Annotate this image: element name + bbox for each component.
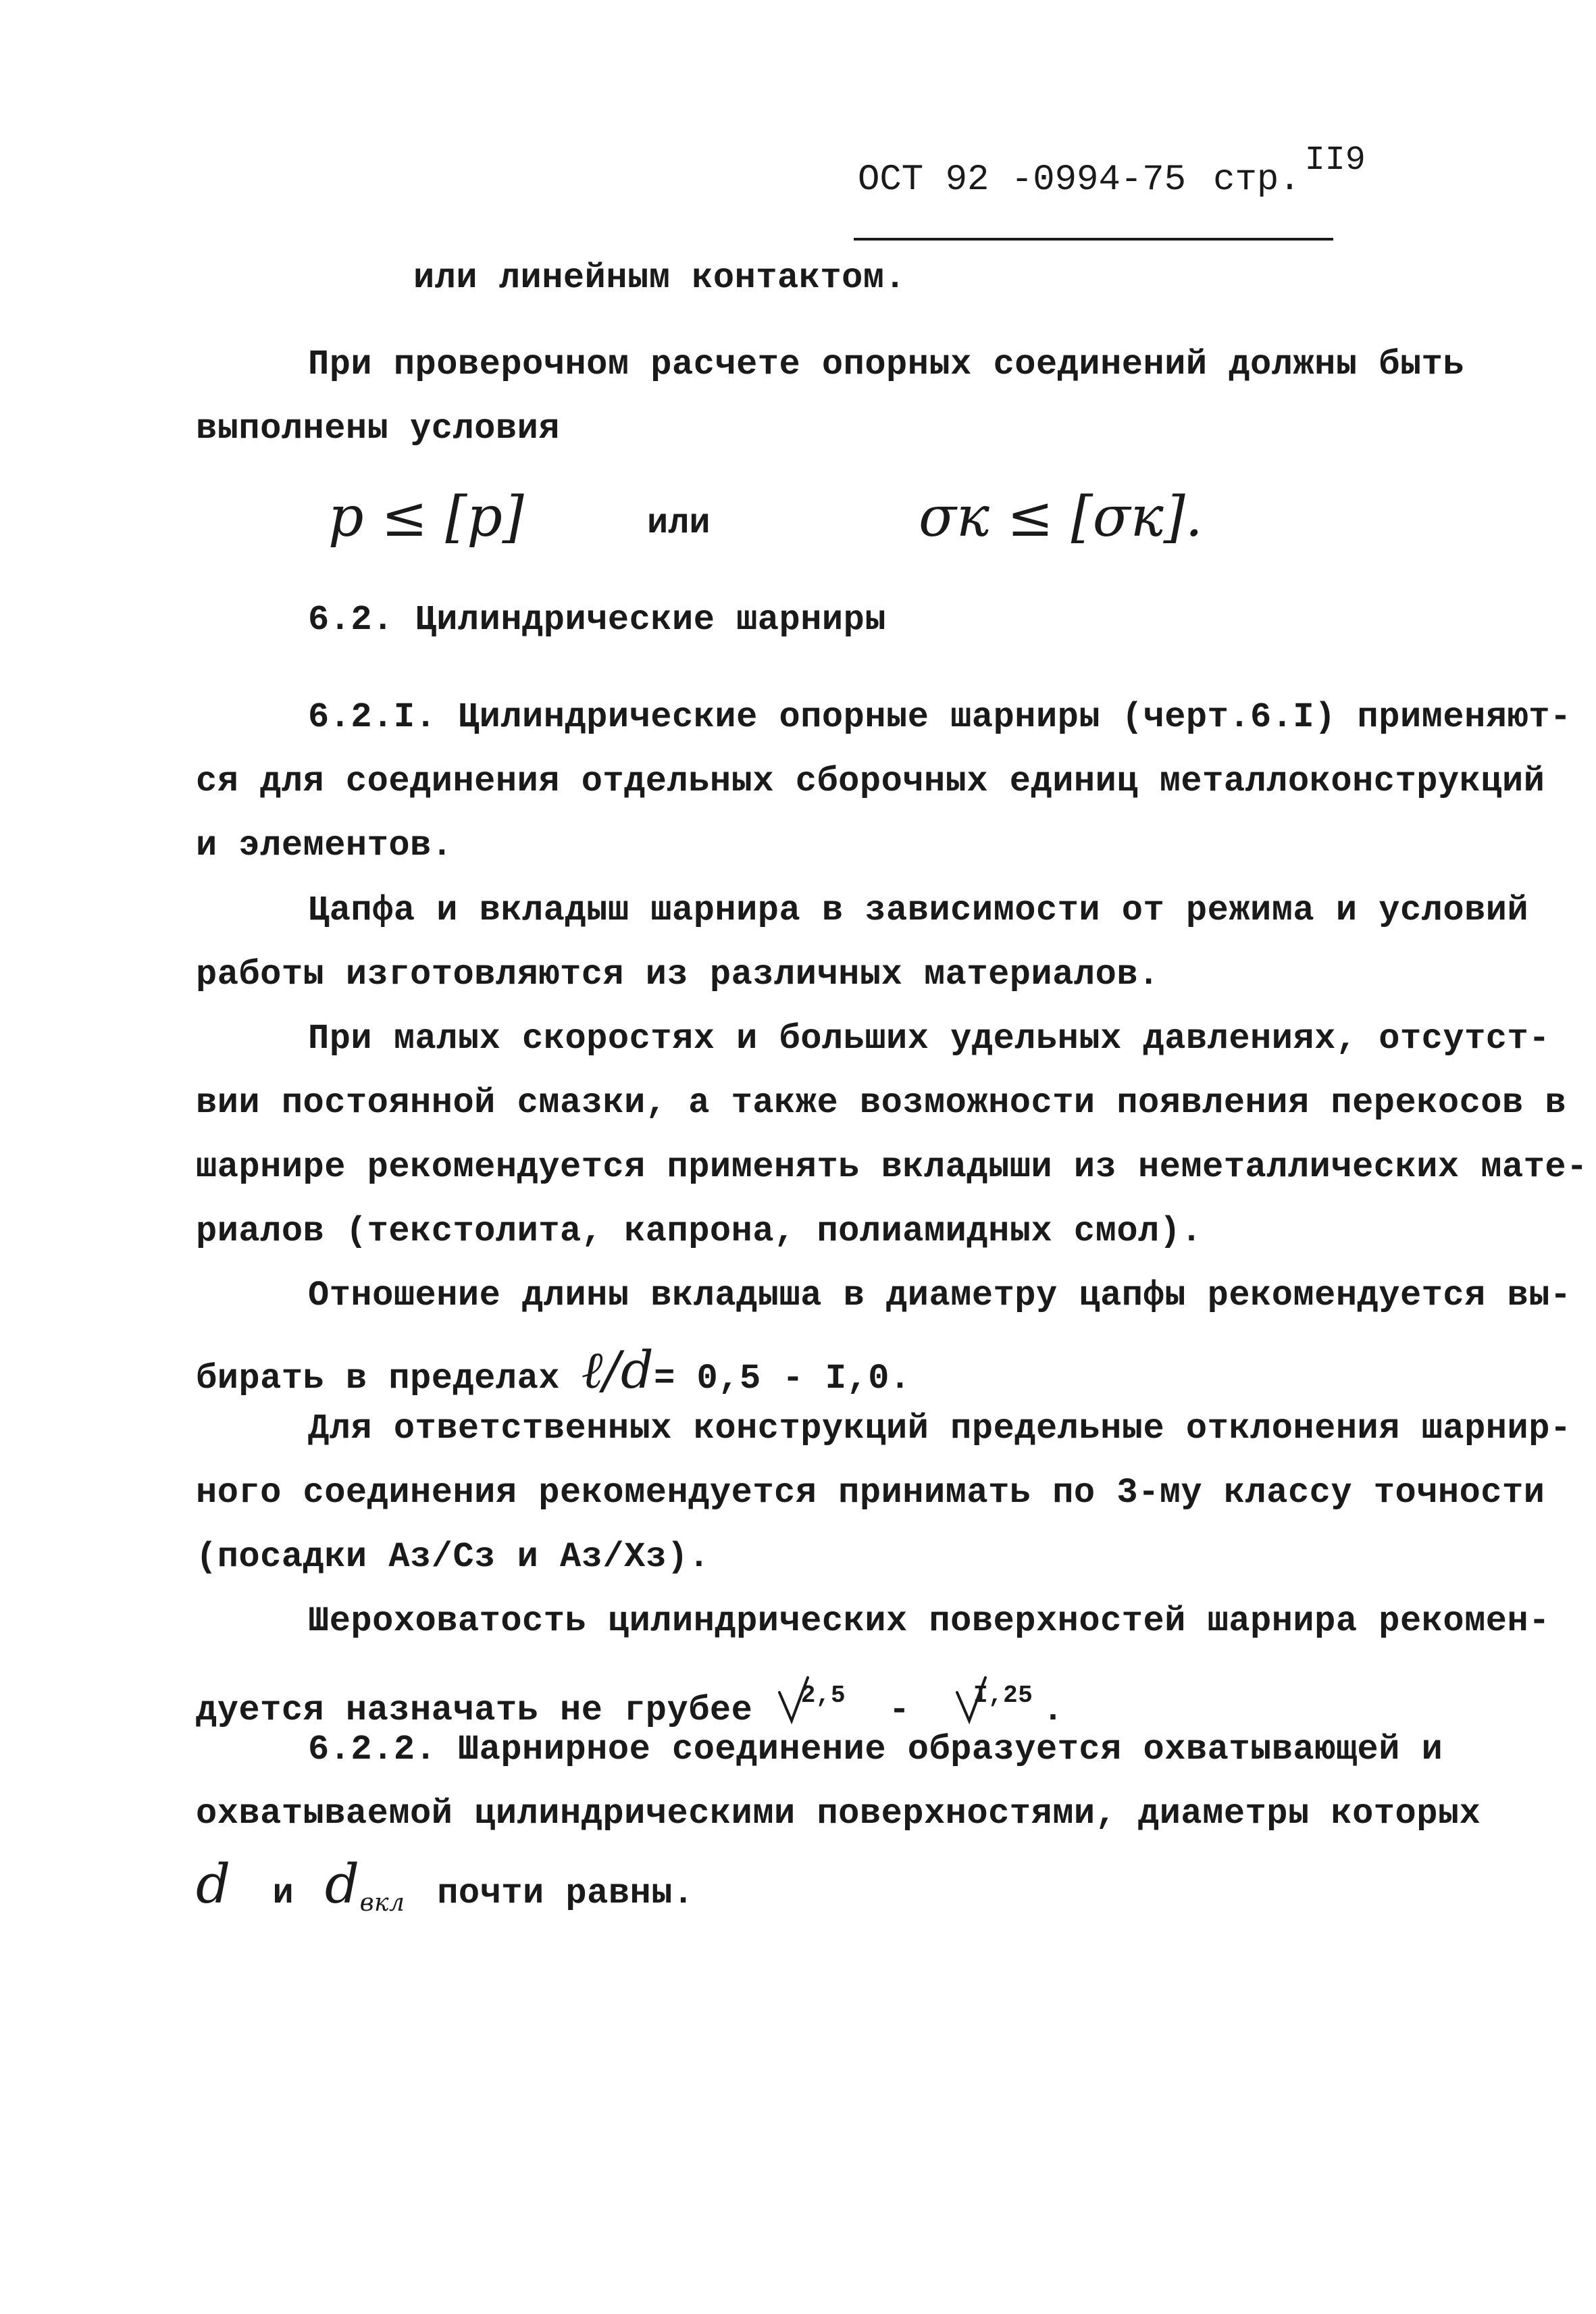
diameter-symbol: d (324, 1853, 360, 1915)
dash: - (888, 1690, 910, 1730)
text-line (196, 1665, 1115, 1730)
text-line: шарнире рекомендуется применять вкладыши из неметаллических мате- (196, 1147, 1588, 1187)
text-fragment: и (272, 1873, 294, 1913)
roughness-value-2: I,25 (973, 1682, 1033, 1709)
page-label: стр. (1213, 159, 1301, 201)
text-line (196, 1340, 911, 1401)
text-line: работы изготовляются из различных материалов. (196, 955, 1160, 995)
text-line: ного соединения рекомендуется принимать по 3-му классу точности (196, 1473, 1545, 1513)
period: . (1042, 1690, 1064, 1730)
text-line: 6.2.I. Цилиндрические опорные шарниры (черт.6.I) применяют- (308, 697, 1572, 737)
text-line: риалов (текстолита, капрона, полиамидных смол). (196, 1211, 1203, 1251)
text-line: или линейным контактом. (413, 258, 906, 298)
text-line (196, 1853, 694, 1915)
or-word: или (647, 503, 711, 543)
diameter-d: d (196, 1853, 231, 1915)
text-line: 6.2.2. Шарнирное соединение образуется охватывающей и (308, 1730, 1443, 1769)
text-line: При малых скоростях и больших удельных давлениях, отсутст- (308, 1019, 1550, 1059)
text-line: (посадки Аз/Сз и Аз/Хз). (196, 1537, 710, 1577)
text-fragment: бирать в пределах (196, 1359, 560, 1399)
page-number: II9 (1304, 141, 1366, 180)
doc-code: ОСТ 92 -0994-75 (858, 159, 1187, 201)
condition-pressure: p ≤ [p] (328, 485, 524, 549)
text-line: Цапфа и вкладыш шарнира в зависимости от режима и условий (308, 890, 1529, 930)
ratio-formula: ℓ/d (581, 1340, 654, 1400)
page-header (858, 141, 1366, 201)
text-line: При проверочном расчете опорных соединений должны быть (308, 345, 1465, 384)
ratio-value: = 0,5 - I,0. (654, 1359, 911, 1399)
condition-stress: σк ≤ [σк]. (919, 485, 1203, 549)
roughness-value-1: 2,5 (800, 1682, 846, 1709)
section-heading: 6.2. Цилиндрические шарниры (308, 600, 887, 640)
text-line: охватываемой цилиндрическими поверхностями, диаметры которых (196, 1794, 1481, 1834)
text-line: и элементов. (196, 826, 453, 865)
text-fragment: почти равны. (437, 1873, 694, 1913)
text-fragment: дуется назначать не грубее (196, 1690, 753, 1730)
diameter-subscript: вкл (359, 1889, 405, 1917)
text-line: Отношение длины вкладыша в диаметру цапфы рекомендуется вы- (308, 1276, 1572, 1315)
text-line: вии постоянной смазки, а также возможности появления перекосов в (196, 1083, 1567, 1123)
text-line: Для ответственных конструкций предельные отклонения шарнир- (308, 1409, 1572, 1449)
header-rule (854, 238, 1333, 241)
text-line: выполнены условия (196, 409, 560, 449)
diameter-d-insert (325, 1853, 405, 1915)
text-line: Шероховатость цилиндрических поверхностей шарнира рекомен- (308, 1601, 1550, 1641)
text-line: ся для соединения отдельных сборочных единиц металлоконструкций (196, 761, 1545, 801)
